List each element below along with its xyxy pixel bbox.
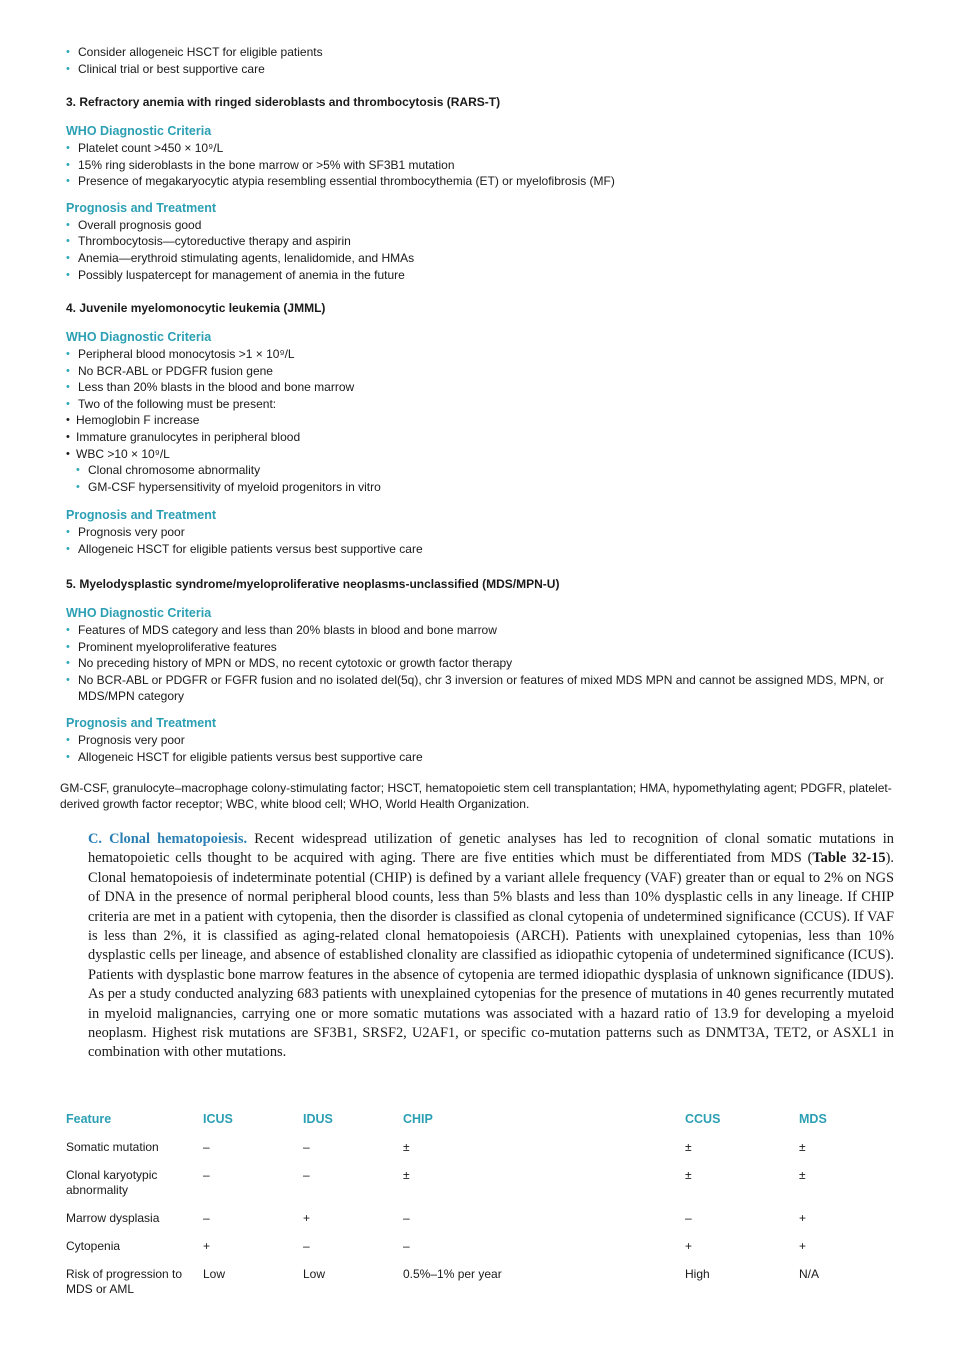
table-cell: – [403, 1239, 410, 1253]
list-item: • Consider allogeneic HSCT for eligible patients [66, 44, 896, 61]
table-cell: 0.5%–1% per year [403, 1267, 502, 1281]
criteria-label: WHO Diagnostic Criteria [66, 330, 212, 344]
table-cell: + [303, 1211, 311, 1225]
list-item: • Thrombocytosis—cytoreductive therapy and aspirin [66, 233, 896, 250]
section-rars-t [66, 94, 896, 283]
table-reference: Table 32-15 [812, 850, 886, 867]
list-item: • Clonal chromosome abnormality [66, 462, 896, 479]
table-cell: ± [799, 1168, 806, 1182]
column-header: MDS [799, 1112, 827, 1126]
list-item: • Presence of megakaryocytic atypia resembling essential thrombocythemia (ET) or myelofibrosis (MF) [66, 173, 896, 190]
table-cell: ± [685, 1168, 692, 1182]
list-item: • Possibly luspatercept for management of anemia in the future [66, 267, 896, 284]
criteria-label: WHO Diagnostic Criteria [66, 606, 212, 620]
table-cell: Low [203, 1267, 226, 1281]
table-cell: Clonal karyotypic abnormality [66, 1168, 158, 1197]
table-cell: – [203, 1140, 210, 1154]
section-heading: 4. Juvenile myelomonocytic leukemia (JMML) [66, 301, 326, 315]
list-item: • No preceding history of MPN or MDS, no recent cytotoxic or growth factor therapy [66, 655, 896, 672]
table-cell: ± [403, 1140, 410, 1154]
table-cell: + [799, 1239, 807, 1253]
list-item: • Anemia—erythroid stimulating agents, lenalidomide, and HMAs [66, 250, 896, 267]
table-cell: ± [403, 1168, 410, 1182]
criteria-list [66, 622, 896, 705]
table-header-row [60, 1108, 900, 1136]
list-item: • Prognosis very poor [66, 524, 896, 541]
table-row [60, 1164, 900, 1207]
list-item: • Allogeneic HSCT for eligible patients versus best supportive care [66, 749, 896, 766]
table-cell: – [303, 1168, 310, 1182]
section-jmml [66, 300, 896, 558]
table-cell: – [685, 1211, 692, 1225]
list-item: • Hemoglobin F increase [66, 412, 896, 429]
table-cell: Cytopenia [66, 1239, 121, 1253]
table-cell: N/A [799, 1267, 820, 1281]
prognosis-label: Prognosis and Treatment [66, 200, 217, 215]
table-row [60, 1263, 900, 1306]
table-row [60, 1136, 900, 1164]
table-cell: + [203, 1239, 211, 1253]
list-item: • Prominent myeloproliferative features [66, 639, 896, 656]
list-item: • Overall prognosis good [66, 217, 896, 234]
list-item: • Platelet count >450 × 10⁹/L [66, 140, 896, 157]
list-item: • Prognosis very poor [66, 732, 896, 749]
column-header: CHIP [403, 1112, 433, 1126]
table-row [60, 1235, 900, 1263]
list-item: • No BCR-ABL or PDGFR or FGFR fusion and no isolated del(5q), chr 3 inversion or features of mixed MDS MPN and cannot be assigned MDS, MPN, or MDS/MPN category [66, 672, 896, 705]
list-item: • Two of the following must be present: [66, 396, 896, 413]
top-list-section [66, 44, 896, 77]
criteria-label: WHO Diagnostic Criteria [66, 124, 212, 138]
clonal-entities-table [60, 1108, 900, 1306]
top-bullet-list [66, 44, 896, 77]
table-cell: – [403, 1211, 410, 1225]
column-header: IDUS [303, 1112, 333, 1126]
table-cell: ± [685, 1140, 692, 1154]
column-header: ICUS [203, 1112, 233, 1126]
list-item: • 15% ring sideroblasts in the bone marrow or >5% with SF3B1 mutation [66, 157, 896, 174]
list-item: • Peripheral blood monocytosis >1 × 10⁹/L [66, 346, 896, 363]
criteria-list [66, 346, 896, 495]
table-row [60, 1207, 900, 1235]
table-footnote: GM-CSF, granulocyte–macrophage colony-stimulating factor; HSCT, hematopoietic stem cell transplantation; HMA, hypomethylating agent; PDGFR, platelet-derived growth factor receptor; WBC, white blood cell; WHO, World Health Organization. [60, 781, 892, 811]
paragraph-text: Recent widespread utilization of genetic analyses has led to recognition of clonal somatic mutations in hematopoietic cells thought to be acquired with aging. There are five entities which must be differentiated from MDS ( [88, 831, 894, 867]
section-mds-mpn-u [66, 576, 896, 765]
table-cell: – [303, 1140, 310, 1154]
table-cell: Marrow dysplasia [66, 1211, 160, 1225]
table-cell: – [203, 1168, 210, 1182]
list-item: • Allogeneic HSCT for eligible patients versus best supportive care [66, 541, 896, 558]
prognosis-list [66, 732, 896, 765]
table-cell: Risk of progression to MDS or AML [66, 1267, 183, 1296]
criteria-list [66, 140, 896, 190]
column-header: Feature [66, 1112, 112, 1126]
prognosis-list [66, 524, 896, 557]
table-cell: + [799, 1211, 807, 1225]
clonal-hematopoiesis-paragraph [88, 830, 894, 1063]
list-item: • GM-CSF hypersensitivity of myeloid progenitors in vitro [66, 479, 896, 496]
table-cell: High [685, 1267, 710, 1281]
table-cell: Low [303, 1267, 326, 1281]
table-cell: ± [799, 1140, 806, 1154]
paragraph-label: C. Clonal hematopoiesis. [88, 831, 248, 847]
column-header: CCUS [685, 1112, 721, 1126]
list-item: • Immature granulocytes in peripheral blood [66, 429, 896, 446]
list-item: • WBC >10 × 10⁹/L [66, 446, 896, 463]
table-cell: – [203, 1211, 210, 1225]
prognosis-label: Prognosis and Treatment [66, 508, 217, 523]
table-cell: – [303, 1239, 310, 1253]
list-item: • Features of MDS category and less than 20% blasts in blood and bone marrow [66, 622, 896, 639]
section-heading: 3. Refractory anemia with ringed sideroblasts and thrombocytosis (RARS-T) [66, 95, 501, 109]
list-item: • No BCR-ABL or PDGFR fusion gene [66, 363, 896, 380]
list-item: • Less than 20% blasts in the blood and bone marrow [66, 379, 896, 396]
table-cell: Somatic mutation [66, 1140, 159, 1154]
prognosis-label: Prognosis and Treatment [66, 715, 217, 730]
paragraph-text: ). Clonal hematopoiesis of indeterminate potential (CHIP) is defined by a variant allele frequency (VAF) greater than or equal to 2% on NGS of DNA in the presence of normal peripheral blood counts, less than 5% blasts and less than 10% dysplastic cells in any lineage. If CHIP criteria are met in a patient with cytopenia, then the disorder is classified as clonal cytopenia of undetermined significance (CCUS). If VAF is less than 2%, it is classified as aging-related clonal hematopoiesis (ARCH). Patients with unexplained cytopenias, less than 10% dysplastic cells per lineage, and absence of established clonality are classified as idiopathic cytopenia of undetermined significance (ICUS). Patients with dysplastic bone marrow features in the absence of cytopenia are termed idiopathic dysplasia of unknown significance (IDUS). As per a study conducted analyzing 683 patients with unexplained cytopenias for the presence of mutations in 40 genes recurrently mutated in myeloid malignancies, carrying one or more somatic mutations was associated with a hazard ratio of 13.9 for developing a myeloid neoplasm. Highest risk mutations are SF3B1, SRSF2, U2AF1, or specific co-mutation patterns such as DNMT3A, TET2, or ASXL1 in combination with other mutations. [88, 850, 894, 1061]
table-cell: + [685, 1239, 693, 1253]
prognosis-list [66, 217, 896, 283]
list-item: • Clinical trial or best supportive care [66, 61, 896, 78]
section-heading: 5. Myelodysplastic syndrome/myeloproliferative neoplasms-unclassified (MDS/MPN-U) [66, 577, 560, 591]
